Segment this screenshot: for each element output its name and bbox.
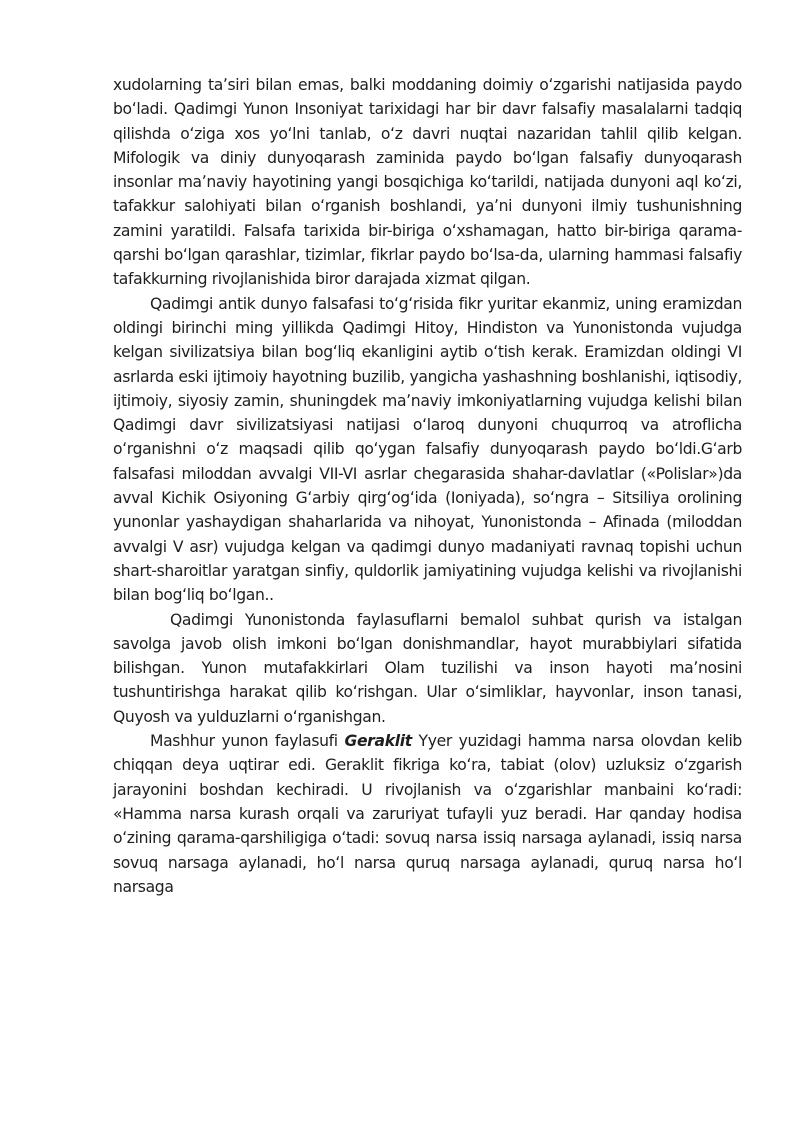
- paragraph-antique-philosophy: Qadimgi antik dunyo falsafasi toʻgʻrisida fikr yuritar ekanmiz, uning eramizdan oldingi birinchi ming yillikda Qadimgi Hitoy, Hindiston va Yunonistonda vujudga kelgan sivilizatsiya bilan bogʻliq ekanligini aytib oʻtish kerak. Eramizdan oldingi VI asrlarda eski ijtimoiy hayotning buzilib, yangicha yashashning boshlanishi, iqtisodiy, ijtimoiy, siyosiy zamin, shuningdek maʼnaviy imkoniyatlarning vujudga kelishi bilan Qadimgi davr sivilizatsiyasi natijasi oʻlaroq dunyoni chuqurroq va atroflicha oʻrganishni oʻz maqsadi qilib qoʻygan falsafiy dunyoqarash paydo boʻldi.Gʻarb falsafasi miloddan avvalgi VII-VI asrlar chegarasida shahar-davlatlar («Polislar»)da avval Kichik Osiyoning Gʻarbiy qirgʻogʻida (Ioniyada), soʻngra – Sitsiliya orolining yunonlar yashaydigan shaharlarida va nihoyat, Yunonistonda – Afinada (miloddan avvalgi V asr) vujudga kelgan va qadimgi dunyo madaniyati ravnaq topishi uchun shart-sharoitlar yaratgan sinfiy, quldorlik jamiyatining vujudga kelishi va rivojlanishi bilan bogʻliq boʻlgan..: [113, 294, 742, 605]
- paragraph-continuation: xudolarning taʼsiri bilan emas, balki moddaning doimiy oʻzgarishi natijasida paydo boʻladi. Qadimgi Yunon Insoniyat tarixidagi har bir davr falsafiy masalalarni tadqiq qilishda oʻziga xos yoʻlni tanlab, oʻz davri nuqtai nazaridan tahlil qilib kelgan. Mifologik va diniy dunyoqarash zaminida paydo boʻlgan falsafiy dunyoqarash insonlar maʼnaviy hayotining yangi bosqichiga koʻtarildi, natijada dunyoni aql koʻzi, tafakkur salohiyati bilan oʻrganish boshlandi, yaʼni dunyoni ilmiy tushunishning zamini yaratildi. Falsafa tarixida bir-biriga oʻxshamagan, hatto bir-biriga qarama-qarshi boʻlgan qarashlar, tizimlar, fikrlar paydo boʻlsa-da, ularning hammasi falsafiy tafakkurning rivojlanishida biror darajada xizmat qilgan.: [113, 76, 742, 289]
- philosopher-name: Geraklit: [344, 732, 412, 751]
- paragraph-heraclitus-lead: Mashhur yunon faylasufi: [150, 732, 345, 751]
- paragraph-greek-philosophers: Qadimgi Yunonistonda faylasuflarni bemalol suhbat qurish va istalgan savolga javob olish imkoni boʻlgan donishmandlar, hayot murabbiylari sifatida bilishgan. Yunon mutafakkirlari Olam tuzilishi va inson hayoti maʼnosini tushuntirishga harakat qilib koʻrishgan. Ular oʻsimliklar, hayvonlar, inson tanasi, Quyosh va yulduzlarni oʻrganishgan.: [113, 610, 742, 726]
- document-page: [113, 73, 742, 899]
- paragraph-heraclitus-body: Yyer yuzidagi hamma narsa olovdan kelib chiqqan deya uqtirar edi. Geraklit fikriga koʻra, tabiat (olov) uzluksiz oʻzgarish jarayonini boshdan kechiradi. U rivojlanish va oʻzgarishlar manbaini koʻradi: «Hamma narsa kurash orqali va zaruriyat tufayli yuz beradi. Har qanday hodisa oʻzining qarama-qarshiligiga oʻtadi: sovuq narsa issiq narsaga aylanadi, issiq narsa sovuq narsaga aylanadi, hoʻl narsa quruq narsaga aylanadi, quruq narsa hoʻl narsaga: [113, 732, 742, 896]
- paragraph-heraclitus: [113, 729, 742, 899]
